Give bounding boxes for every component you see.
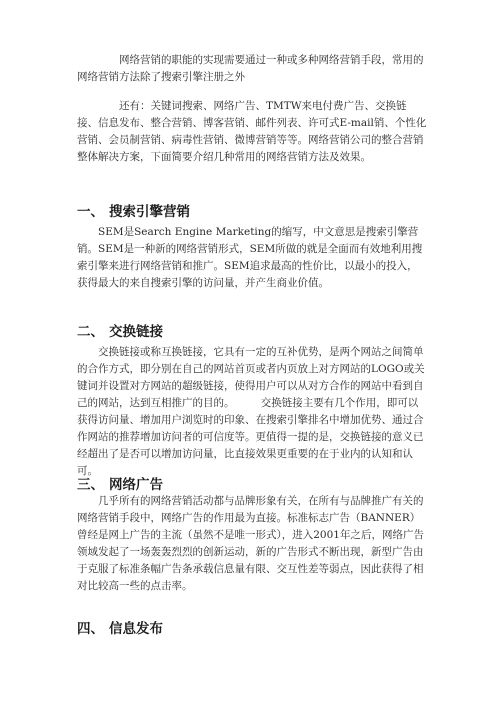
section-heading-3: [77, 473, 163, 493]
intro-paragraph-1: 网络营销的职能的实现需要通过一种或多种网络营销手段，常用的网络营销方法除了搜索引擎注册之外: [77, 54, 424, 83]
intro-paragraph-2: 还有：关键词搜索、网络广告、TMTW来电付费广告、交换链接、信息发布、整合营销、博客营销、邮件列表、许可式E-mail销、个性化营销、会员制营销、病毒性营销、微博营销等等。网络营销公司的整合营销整体解决方案，下面简要介绍几种常用的网络营销方法及效果。: [77, 100, 427, 163]
section-title: 网络广告: [109, 477, 163, 493]
section-number: 二、: [77, 324, 104, 340]
section-number: 三、: [77, 477, 104, 493]
section-heading-4: [77, 617, 163, 637]
section-number: 四、: [77, 621, 104, 637]
section-body-3: 几乎所有的网络营销活动都与品牌形象有关，在所有与品牌推广有关的网络营销手段中，网络广告的作用最为直接。标准标志广告（BANNER）曾经是网上广告的主流（虽然不是唯一形式），进入2001年之后，网络广告领域发起了一场轰轰烈烈的创新运动，新的广告形式不断出现，新型广告由于克服了标准条幅广告条承载信息量有限、交互性差等弱点，因此获得了相对比较高一些的点击率。: [77, 495, 424, 592]
section-body-1: SEM是Search Engine Marketing的缩写，中文意思是搜索引擎营销。SEM是一种新的网络营销形式，SEM所做的就是全面而有效地利用搜索引擎来进行网络营销和推广。SEM追求最高的性价比，以最小的投入，获得最大的来自搜索引擎的访问量，并产生商业价值。: [77, 226, 423, 289]
section-body-2: 交换链接或称互换链接，它具有一定的互补优势，是两个网站之间简单的合作方式，即分别在自己的网站首页或者内页放上对方网站的LOGO或关键词并设置对方网站的超级链接，使得用户可以从对方合作的网站中看到自己的网站，达到互相推广的目的。 交换链接主要有几个作用，即可以获得访问量、增加用户浏览时的印象、在搜索引擎排名中增加优势、通过合作网站的推荐增加访问者的可信度等。更值得一提的是，交换链接的意义已经超出了是否可以增加访问量，比直接效果更重要的在于业内的认知和认可。: [77, 346, 425, 477]
section-heading-1: [77, 200, 190, 220]
section-title: 搜索引擎营销: [109, 204, 190, 220]
section-number: 一、: [77, 204, 104, 220]
section-title: 交换链接: [109, 324, 163, 340]
section-title: 信息发布: [109, 621, 163, 637]
section-heading-2: [77, 320, 163, 340]
